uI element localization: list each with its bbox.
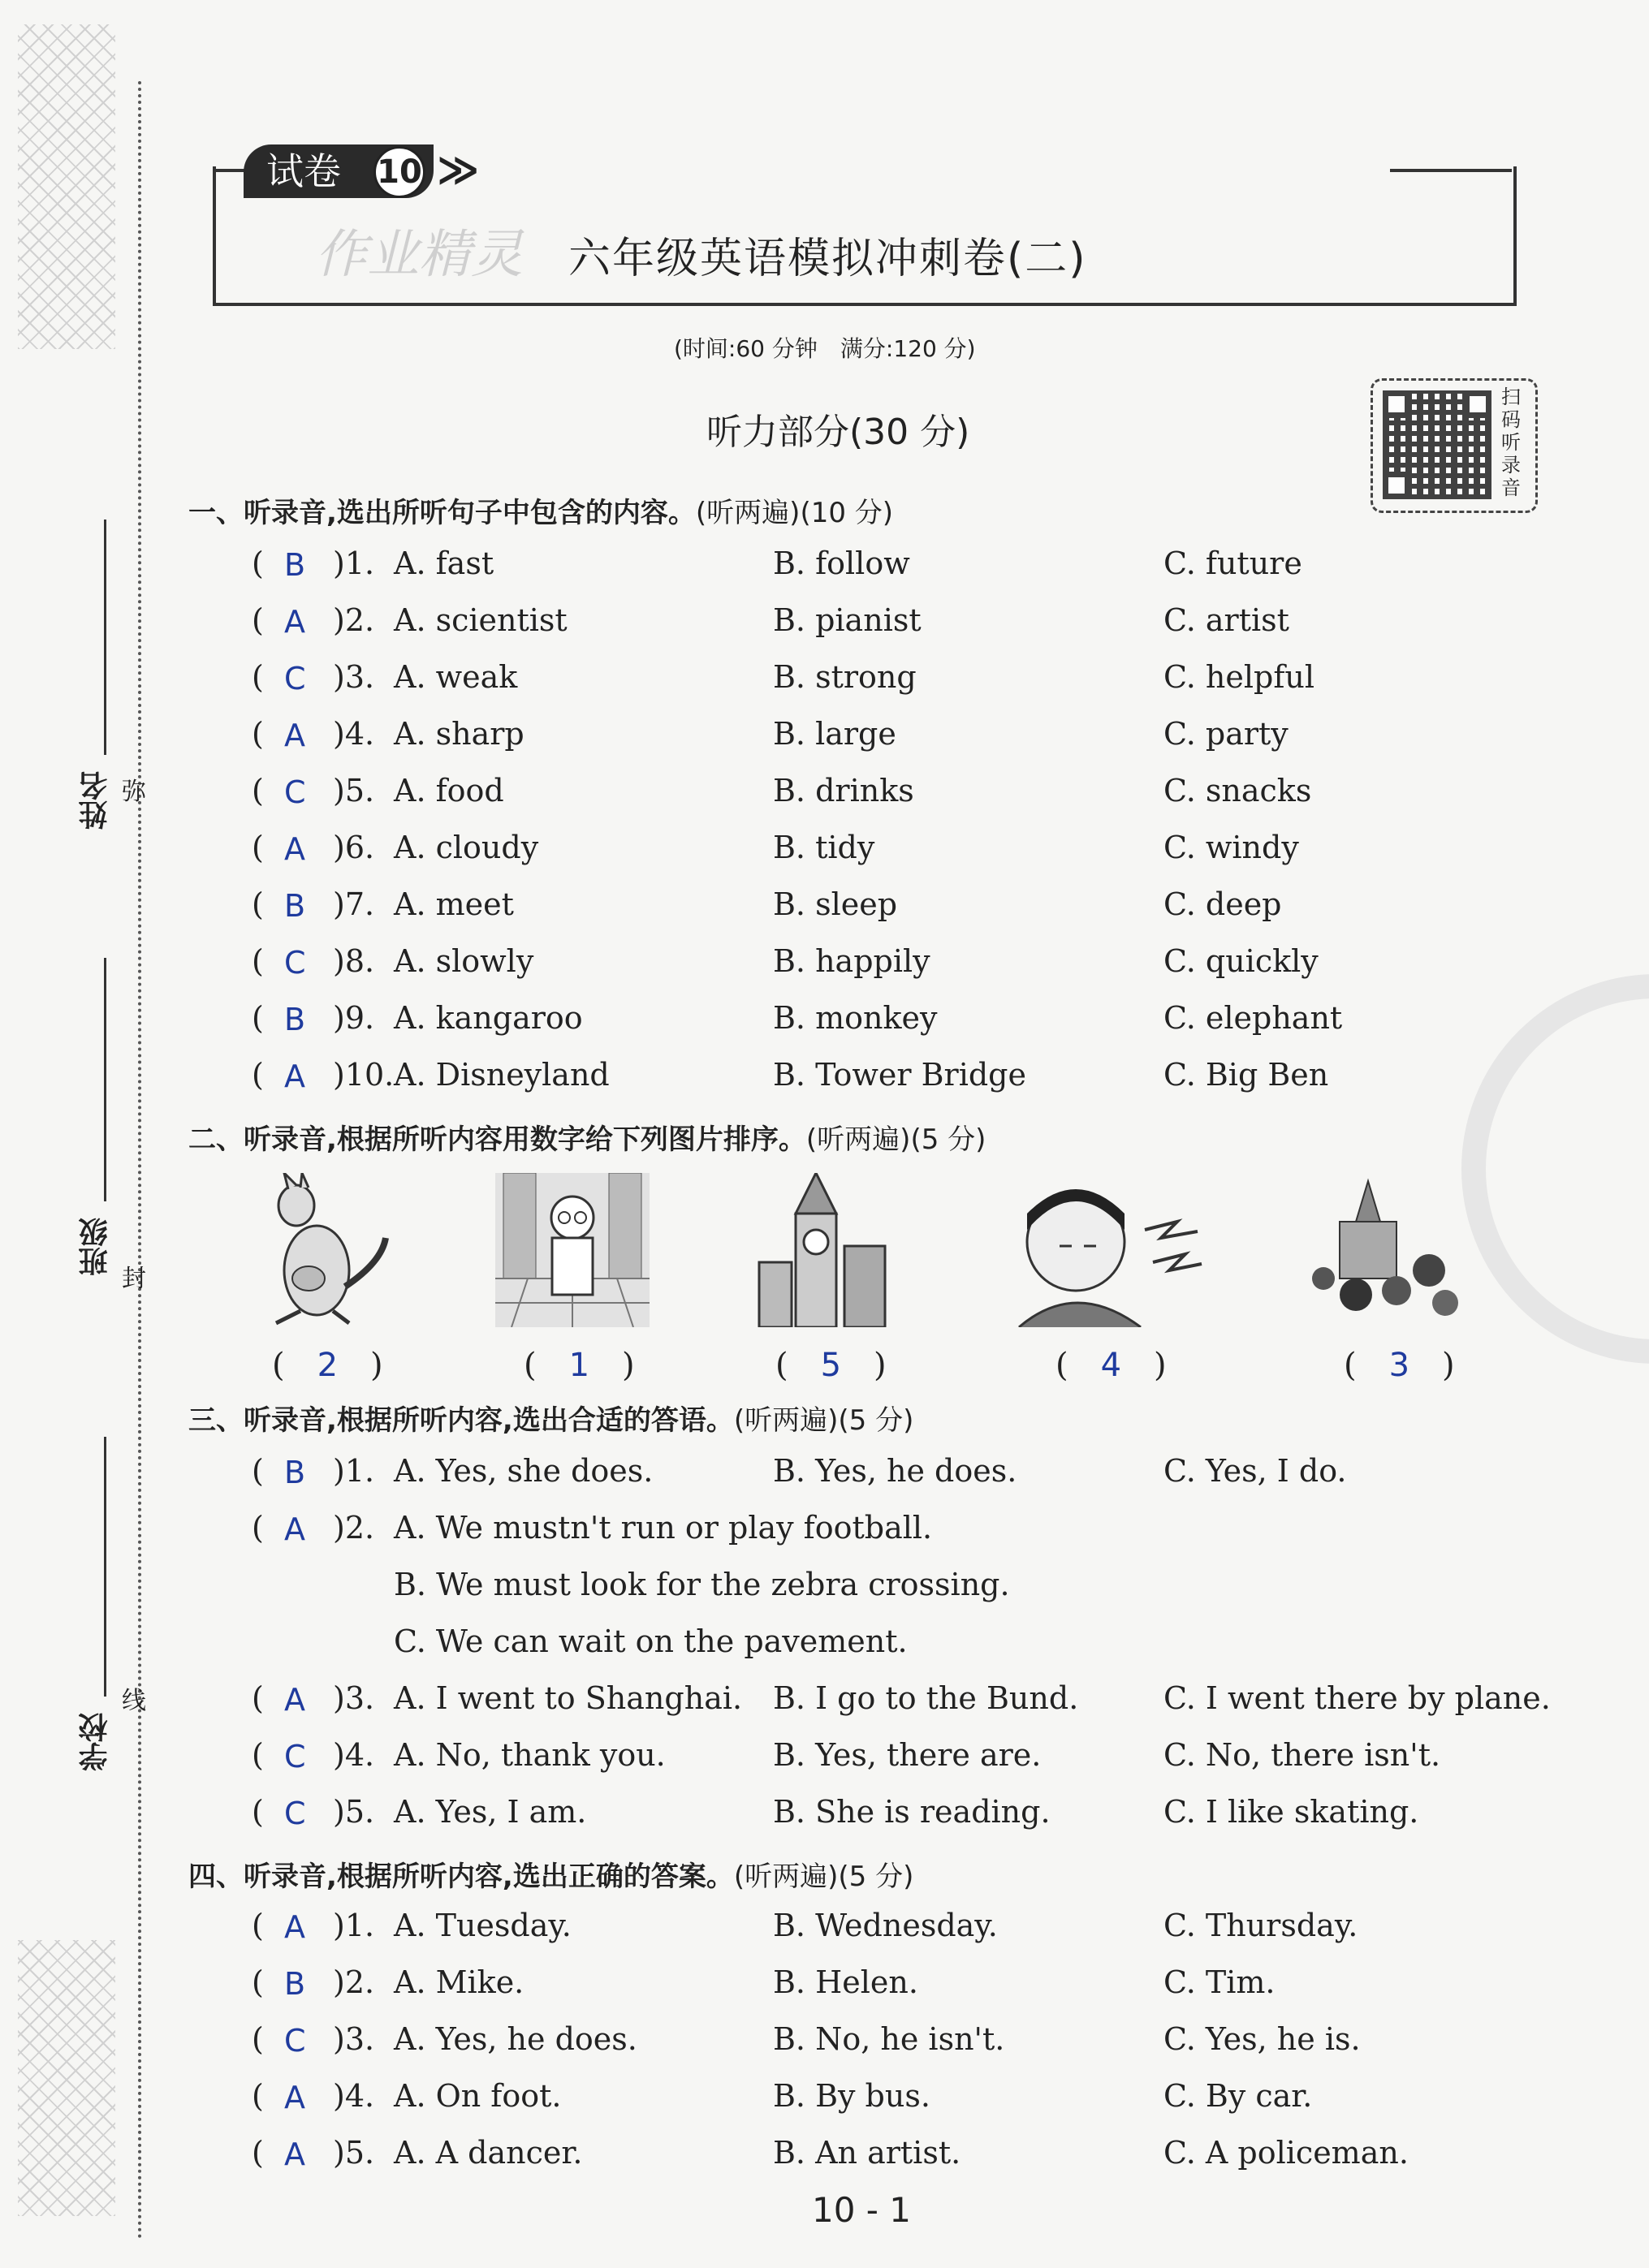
paper-tag (244, 144, 434, 198)
part4-question-2: ( B )2. A. Mike. B. Helen. C. Tim. (252, 1964, 1276, 2002)
part3-question-4: ( C )4. A. No, thank you. B. Yes, there are. C. No, there isn't. (252, 1737, 1441, 1774)
option-c: C. Yes, he is. (1163, 2021, 1361, 2057)
part3-question-5: ( C )5. A. Yes, I am. B. She is reading. C. I like skating. (252, 1794, 1419, 1831)
option-c: C. helpful (1163, 659, 1315, 695)
margin-label-class: 班级 (79, 1218, 112, 1276)
part3-question-3: ( A )3. A. I went to Shanghai. B. I go to the Bund. C. I went there by plane. (252, 1680, 1551, 1718)
option-b: B. happily (773, 943, 930, 979)
option-c: C. snacks (1163, 773, 1312, 808)
option-b: B. large (773, 716, 896, 752)
option-a: A. A dancer. (394, 2135, 583, 2171)
option-b: B. tidy (773, 830, 875, 865)
picture-answer-3: ( 5 ) (775, 1347, 887, 1384)
option-b: B. drinks (773, 773, 914, 808)
option-a: A. meet (394, 886, 514, 922)
option-c: C. quickly (1163, 943, 1319, 979)
title-frame-topline-right (1390, 169, 1512, 172)
option-c: C. artist (1163, 602, 1289, 638)
question-number: )3. (333, 2021, 375, 2057)
part4-question-3: ( C )3. A. Yes, he does. B. No, he isn't. C. Yes, he is. (252, 2021, 1361, 2059)
answer-mark: C (284, 1796, 306, 1831)
part3-q2-option-b: B. We must look for the zebra crossing. (394, 1567, 1010, 1602)
option-b: B. By bus. (773, 2078, 930, 2114)
part4-question-1: ( A )1. A. Tuesday. B. Wednesday. C. Thursday. (252, 1908, 1358, 1945)
part1-title (188, 490, 893, 530)
option-a: A. weak (394, 659, 518, 695)
answer-mark: A (284, 718, 305, 753)
part3-q2-option-c: C. We can wait on the pavement. (394, 1623, 908, 1659)
option-c: C. elephant (1163, 1000, 1343, 1036)
watermark-logo: 作业精灵 (315, 225, 523, 285)
sleepy-boy-picture (1003, 1173, 1206, 1327)
part1-question-1: ( B )1. A. fast B. follow C. future (252, 545, 1302, 583)
part1-note: (听两遍)(10 分) (695, 497, 894, 529)
disneyland-picture (1307, 1173, 1470, 1327)
option-a: A. scientist (394, 602, 568, 638)
part1-question-8: ( C )8. A. slowly B. happily C. quickly (252, 943, 1319, 981)
page-number: 10 - 1 (812, 2190, 912, 2230)
part2-note: (听两遍)(5 分) (805, 1123, 986, 1156)
answer-mark: A (284, 1682, 305, 1718)
picture-answer-5: ( 3 ) (1344, 1347, 1455, 1384)
option-c: C. A policeman. (1163, 2135, 1409, 2171)
option-b: B. monkey (773, 1000, 938, 1036)
option-c: C. Thursday. (1163, 1908, 1358, 1943)
answer-mark: B (284, 1002, 306, 1037)
option-a: A. food (394, 773, 504, 808)
question-number: )3. (333, 659, 375, 695)
option-a: A. fast (394, 545, 494, 581)
option-b: B. follow (773, 545, 910, 581)
answer-mark: C (284, 945, 306, 981)
question-number: )10. (333, 1057, 395, 1093)
question-number: )9. (333, 1000, 375, 1036)
option-c: C. By car. (1163, 2078, 1313, 2114)
option-b: B. Wednesday. (773, 1908, 998, 1943)
hatch-pattern-top (18, 24, 115, 349)
option-b: B. Tower Bridge (773, 1057, 1026, 1093)
answer-mark: A (284, 2136, 305, 2172)
part1-question-7: ( B )7. A. meet B. sleep C. deep (252, 886, 1282, 924)
option-c: C. Big Ben (1163, 1057, 1329, 1093)
option-b: B. sleep (773, 886, 898, 922)
part2-title (188, 1117, 986, 1157)
answer-mark: A (284, 2080, 305, 2115)
question-number: )8. (333, 943, 375, 979)
option-a: A. On foot. (394, 2078, 562, 2114)
part3-title-text: 三、听录音,根据所听内容,选出合适的答语。 (188, 1404, 734, 1437)
part1-question-5: ( C )5. A. food B. drinks C. snacks (252, 773, 1312, 810)
answer-mark: A (284, 831, 305, 867)
picture-answer-2: ( 1 ) (524, 1347, 635, 1384)
qr-code-icon[interactable] (1383, 390, 1491, 499)
question-number: )4. (333, 716, 375, 752)
option-a: A. slowly (394, 943, 534, 979)
option-b: B. pianist (773, 602, 922, 638)
part1-question-10: ( A )10. A. Disneyland B. Tower Bridge C. Big Ben (252, 1057, 1329, 1094)
answer-mark: B (284, 888, 306, 924)
picture-answer-1: ( 2 ) (272, 1347, 383, 1384)
margin-char-seal3: 线 (122, 1687, 146, 1715)
exam-title: 六年级英语模拟冲刺卷(二) (568, 235, 1087, 283)
part4-note: (听两遍)(5 分) (733, 1861, 914, 1893)
option-c: C. Tim. (1163, 1964, 1276, 2000)
margin-char-seal1: 弥 (122, 778, 146, 806)
qr-code-box[interactable] (1371, 378, 1538, 513)
boy-in-lab-picture (495, 1173, 650, 1327)
question-number: )1. (333, 1908, 375, 1943)
answer-mark: B (284, 1966, 306, 2002)
question-number: )1. (333, 545, 375, 581)
option-a: A. kangaroo (394, 1000, 583, 1036)
answer-mark: B (284, 547, 306, 583)
option-c: C. future (1163, 545, 1302, 581)
paper-tag-label: 试卷 (266, 149, 341, 193)
option-c: C. party (1163, 716, 1289, 752)
option-a: A. Yes, he does. (394, 2021, 637, 2057)
margin-label-name: 姓名 (79, 771, 112, 830)
option-a: A. Mike. (394, 1964, 524, 2000)
answer-mark: C (284, 774, 306, 810)
answer-mark: C (284, 2023, 306, 2059)
option-b: B. Helen. (773, 1964, 918, 2000)
question-number: )6. (333, 830, 375, 865)
picture-answer-4: ( 4 ) (1055, 1347, 1167, 1384)
answer-mark: A (284, 604, 305, 640)
question-number: )5. (333, 2135, 375, 2171)
option-a: A. sharp (394, 716, 524, 752)
part3-question-1: ( B )1. A. Yes, she does. B. Yes, he does. C. Yes, I do. (252, 1453, 1347, 1490)
answer-mark: A (284, 1909, 305, 1945)
question-number: )2. (333, 602, 375, 638)
part4-question-4: ( A )4. A. On foot. B. By bus. C. By car. (252, 2078, 1313, 2115)
big-ben-picture (755, 1173, 893, 1327)
part1-question-9: ( B )9. A. kangaroo B. monkey C. elephant (252, 1000, 1343, 1037)
part3-note: (听两遍)(5 分) (733, 1404, 914, 1437)
option-a: A. Disneyland (394, 1057, 610, 1093)
exam-info: (时间:60 分钟 满分:120 分) (674, 335, 976, 362)
qr-caption: 扫码听录音 (1501, 386, 1521, 499)
answer-mark: B (284, 1455, 306, 1490)
option-b: B. No, he isn't. (773, 2021, 1005, 2057)
margin-char-seal2: 封 (122, 1265, 146, 1293)
question-number: )2. (333, 1964, 375, 2000)
option-a: A. cloudy (394, 830, 539, 865)
option-c: C. deep (1163, 886, 1282, 922)
option-c: C. windy (1163, 830, 1299, 865)
answer-mark: C (284, 661, 306, 696)
section-title: 听力部分(30 分) (706, 412, 970, 453)
margin-label-school: 学校 (79, 1713, 112, 1771)
part1-question-2: ( A )2. A. scientist B. pianist C. artist (252, 602, 1289, 640)
part1-title-text: 一、听录音,选出所听句子中包含的内容。 (188, 497, 696, 529)
part1-question-6: ( A )6. A. cloudy B. tidy C. windy (252, 830, 1299, 867)
paper-number-badge: 10 (373, 146, 425, 198)
part1-question-3: ( C )3. A. weak B. strong C. helpful (252, 659, 1315, 696)
kangaroo-picture (244, 1173, 390, 1327)
part2-title-text: 二、听录音,根据所听内容用数字给下列图片排序。 (188, 1123, 806, 1156)
part3-title (188, 1398, 913, 1438)
option-b: B. An artist. (773, 2135, 961, 2171)
part4-title-text: 四、听录音,根据所听内容,选出正确的答案。 (188, 1861, 734, 1893)
answer-mark: A (284, 1511, 305, 1547)
question-number: )5. (333, 773, 375, 808)
part4-question-5: ( A )5. A. A dancer. B. An artist. C. A policeman. (252, 2135, 1409, 2172)
part3-question-2: ( A )2. A. We mustn't run or play football. (252, 1510, 933, 1547)
chevron-right-icon: ≫ (437, 146, 472, 193)
part4-title (188, 1854, 913, 1894)
answer-mark: C (284, 1739, 306, 1774)
option-b: B. strong (773, 659, 917, 695)
answer-mark: A (284, 1059, 305, 1094)
question-number: )4. (333, 2078, 375, 2114)
part1-question-4: ( A )4. A. sharp B. large C. party (252, 716, 1289, 753)
option-a: A. Tuesday. (394, 1908, 572, 1943)
question-number: )7. (333, 886, 375, 922)
